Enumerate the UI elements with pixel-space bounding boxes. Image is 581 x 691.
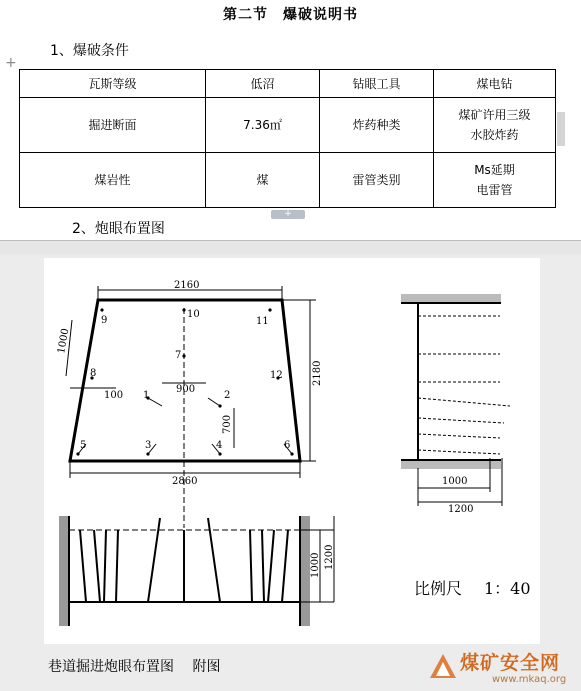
dim-label: 1200 bbox=[324, 544, 335, 570]
hole-number: 11 bbox=[256, 316, 269, 327]
figure-caption: 巷道掘进炮眼布置图 附图 bbox=[48, 659, 221, 675]
table-cell: 7.36㎡ bbox=[206, 98, 320, 153]
hole-line bbox=[104, 530, 106, 602]
table-cell: 瓦斯等级 bbox=[20, 70, 206, 98]
watermark bbox=[424, 646, 581, 691]
table-row bbox=[20, 153, 556, 208]
wall-hatch bbox=[59, 516, 69, 626]
mine-logo-icon bbox=[428, 652, 458, 682]
table-cell: 煤岩性 bbox=[20, 153, 206, 208]
watermark-brand: 煤矿安全网 bbox=[460, 652, 561, 674]
cell-line: 煤矿许用三级 bbox=[458, 108, 531, 123]
hole-number: 1 bbox=[143, 390, 150, 401]
section-heading-layout: 2、炮眼布置图 bbox=[72, 221, 165, 237]
dim-label: 1000 bbox=[442, 476, 468, 487]
plan-view bbox=[59, 516, 334, 626]
hole-number: 2 bbox=[224, 390, 231, 401]
dim-label: 2160 bbox=[174, 280, 200, 291]
cell-line: 水胶炸药 bbox=[470, 128, 519, 143]
hole-number: 10 bbox=[187, 309, 200, 320]
blast-hole-diagram bbox=[44, 258, 540, 644]
table-cell bbox=[434, 98, 556, 153]
hole-number: 9 bbox=[101, 315, 108, 326]
hole-profile bbox=[418, 434, 500, 438]
section-heading-conditions: 1、爆破条件 bbox=[50, 43, 129, 59]
hole-line bbox=[116, 530, 118, 602]
table-cell bbox=[434, 153, 556, 208]
table-cell: 煤电钻 bbox=[434, 70, 556, 98]
table-row bbox=[20, 98, 556, 153]
hole-line bbox=[94, 530, 100, 602]
hole-profile bbox=[418, 418, 504, 423]
dim-label: 700 bbox=[222, 414, 233, 434]
blast-hole bbox=[182, 308, 185, 311]
hole-number: 12 bbox=[270, 370, 283, 381]
diagram-canvas bbox=[44, 258, 540, 644]
hole-direction bbox=[208, 398, 220, 406]
hole-number: 8 bbox=[90, 368, 97, 379]
hole-number: 5 bbox=[80, 440, 87, 451]
blast-hole bbox=[290, 452, 293, 455]
dim-label: 1000 bbox=[56, 327, 72, 355]
dim-label: 2860 bbox=[172, 476, 198, 487]
gutter-plus-icon: + bbox=[5, 55, 17, 71]
hole-profile bbox=[418, 450, 500, 454]
table-cell: 掘进断面 bbox=[20, 98, 206, 153]
dim-label: 900 bbox=[176, 384, 196, 395]
dim-label: 100 bbox=[104, 390, 124, 401]
table-cell: 低沼 bbox=[206, 70, 320, 98]
hole-line bbox=[148, 518, 160, 602]
blast-hole bbox=[146, 452, 149, 455]
table-row bbox=[20, 70, 556, 98]
hole-line bbox=[282, 530, 288, 602]
hole-number: 4 bbox=[216, 440, 223, 451]
hole-line bbox=[268, 530, 274, 602]
hole-line bbox=[262, 530, 264, 602]
blast-hole bbox=[76, 452, 79, 455]
conditions-table bbox=[19, 69, 556, 208]
table-cell: 雷管类别 bbox=[320, 153, 434, 208]
page-break bbox=[0, 240, 581, 255]
floor-hatch bbox=[401, 460, 501, 469]
blast-hole bbox=[268, 308, 271, 311]
document-page bbox=[0, 0, 581, 245]
hole-number: 6 bbox=[284, 440, 291, 451]
table-cell: 钻眼工具 bbox=[320, 70, 434, 98]
table-cell: 炸药种类 bbox=[320, 98, 434, 153]
blast-hole bbox=[218, 452, 221, 455]
blast-hole bbox=[100, 308, 103, 311]
wall-hatch bbox=[300, 516, 310, 626]
hole-number: 7 bbox=[175, 350, 182, 361]
roof-hatch bbox=[401, 294, 501, 303]
scrollbar[interactable] bbox=[557, 112, 565, 146]
blast-hole bbox=[218, 404, 221, 407]
blast-hole bbox=[182, 354, 185, 357]
dim-label: 1200 bbox=[448, 504, 474, 515]
side-view bbox=[401, 294, 510, 506]
page-title: 第二节 爆破说明书 bbox=[223, 7, 358, 23]
table-cell: 煤 bbox=[206, 153, 320, 208]
cell-line: 电雷管 bbox=[476, 183, 513, 198]
cell-line: Ms延期 bbox=[474, 163, 515, 178]
dim-label: 1000 bbox=[310, 552, 321, 578]
watermark-url: www.mkaq.org bbox=[492, 674, 567, 685]
hole-line bbox=[250, 530, 252, 602]
hole-direction bbox=[148, 398, 162, 406]
hole-profile bbox=[418, 398, 510, 406]
expand-plus-icon[interactable]: + bbox=[271, 210, 305, 219]
dim-label: 2180 bbox=[312, 360, 323, 386]
hole-line bbox=[80, 530, 86, 602]
hole-number: 3 bbox=[145, 440, 152, 451]
scale-value: 1：40 bbox=[484, 579, 531, 598]
scale-label: 比例尺 bbox=[414, 579, 463, 598]
hole-line bbox=[208, 518, 220, 602]
